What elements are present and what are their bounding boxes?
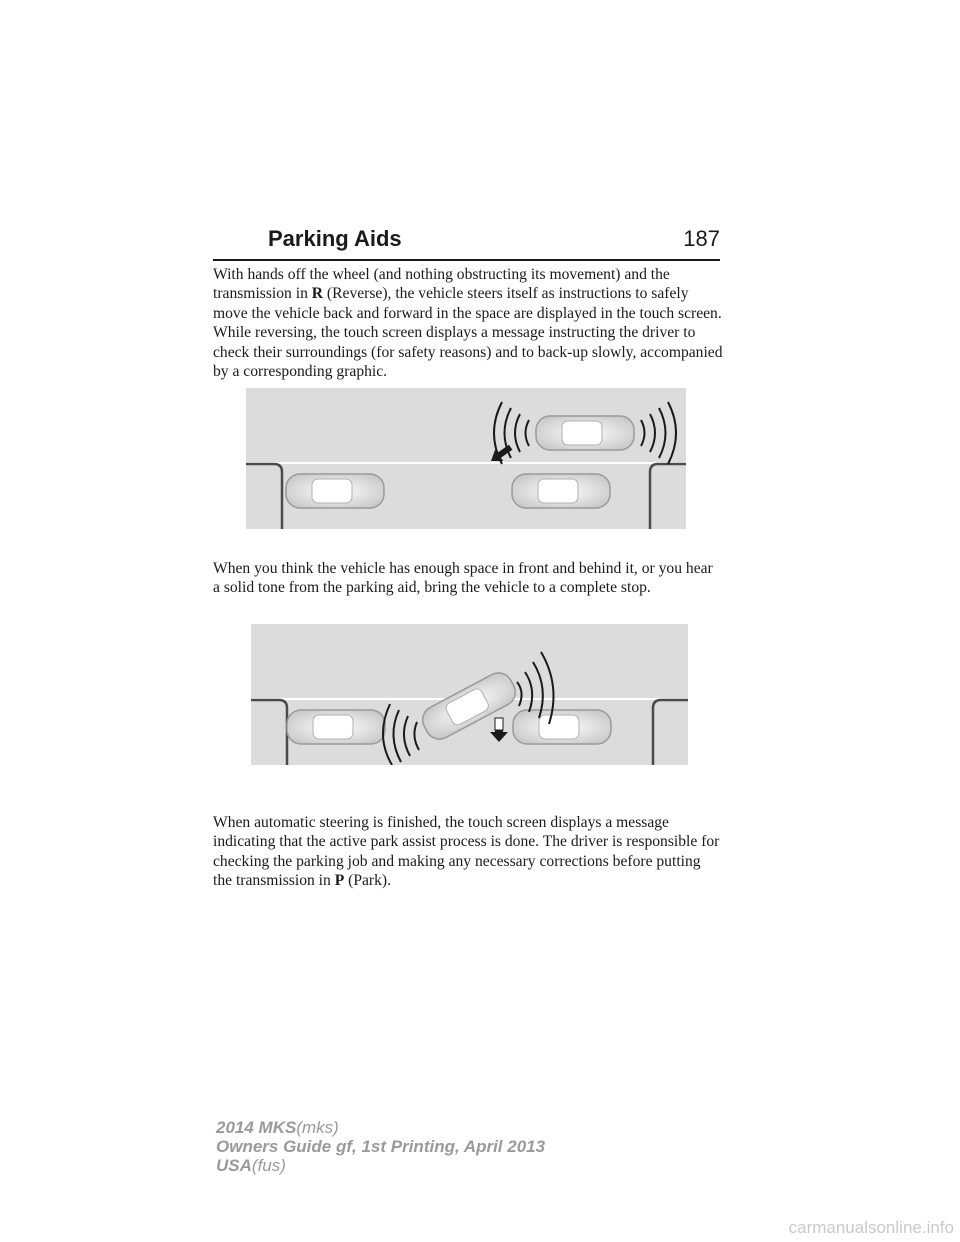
paragraph-text: When automatic steering is finished, the touch screen displays a message indicating that the active park assist process is done. The driver is responsible for checking the parking job and making any necessary corrections before putting the transmission in — [213, 814, 720, 890]
paragraph-stop: When you think the vehicle has enough space in front and behind it, or you hear a solid tone from the parking aid, bring the vehicle to a complete stop. — [213, 560, 713, 597]
paragraph-text: With hands off the wheel (and nothing obstructing its movement) and the transmission in — [213, 266, 670, 303]
footer-model: 2014 MKS — [216, 1118, 297, 1137]
stopping-diagram — [251, 624, 688, 765]
paragraph-text: (Park). — [344, 872, 392, 890]
footer-model-line — [216, 1118, 545, 1137]
paragraph-finished — [213, 813, 723, 891]
curb-right — [650, 464, 686, 529]
curb-right — [653, 700, 688, 765]
parked-car-left — [286, 474, 384, 508]
curb-left — [246, 464, 282, 529]
header-divider — [213, 259, 720, 261]
parked-car-right — [512, 474, 610, 508]
stop-arrow-icon — [490, 718, 508, 742]
footer-market-line — [216, 1156, 545, 1175]
parked-car-left — [287, 710, 385, 744]
gear-letter-r: R — [311, 285, 324, 303]
curb-left — [251, 700, 287, 765]
reversing-car — [536, 416, 634, 450]
section-title: Parking Aids — [268, 226, 402, 251]
paragraph-text: (Reverse), the vehicle steers itself as instructions to safely move the vehicle back and forward in the space are displayed in the touch screen. While reversing, the touch screen displays a message instructing the driver to check their surroundings (for safety reasons) and to back-up slowly, accompanied by a corresponding graphic. — [213, 285, 723, 381]
rear-sensor-waves-icon — [383, 704, 419, 765]
footer-model-code: (mks) — [296, 1118, 339, 1137]
front-sensor-waves-icon — [641, 402, 676, 464]
footer-printing-line: Owners Guide gf, 1st Printing, April 2013 — [216, 1137, 546, 1156]
footer-market-code: (fus) — [251, 1156, 286, 1175]
page-header — [213, 226, 720, 260]
stopping-illustration — [251, 624, 688, 765]
watermark: carmanualsonline.info — [788, 1218, 954, 1237]
parked-car-right — [513, 710, 611, 744]
paragraph-reverse-steering — [213, 265, 723, 381]
gear-letter-p: P — [334, 872, 345, 890]
reversing-diagram — [246, 388, 686, 529]
document-footer — [216, 1118, 545, 1175]
reversing-illustration — [246, 388, 686, 529]
page-number: 187 — [683, 226, 720, 251]
footer-market: USA — [216, 1156, 252, 1175]
